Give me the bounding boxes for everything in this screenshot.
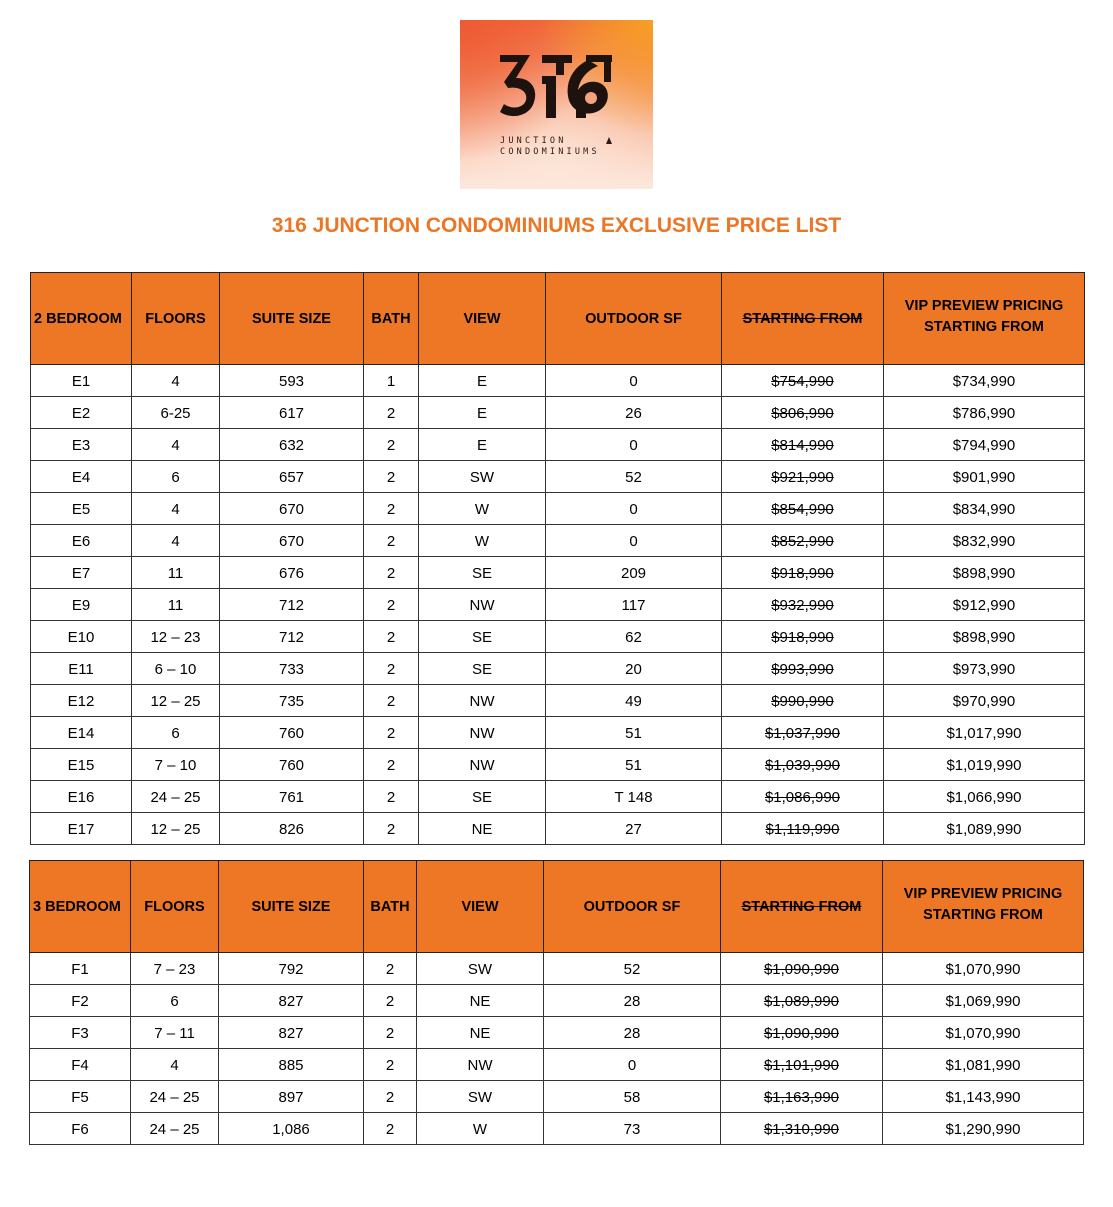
col-header-unit: 3 BEDROOM: [30, 861, 131, 953]
cell-bath: 2: [364, 621, 419, 653]
cell-unit: E15: [31, 749, 132, 781]
cell-view: NE: [419, 813, 546, 845]
logo: [460, 20, 653, 189]
logo-line-junction: JUNCTION: [500, 136, 567, 146]
cell-bath: 1: [364, 365, 419, 397]
cell-view: NW: [419, 749, 546, 781]
cell-floors: 6-25: [132, 397, 220, 429]
cell-floors: 7 – 10: [132, 749, 220, 781]
cell-vip-price: $1,290,990: [883, 1113, 1084, 1145]
cell-floors: 6: [131, 985, 219, 1017]
cell-suite-size: 657: [220, 461, 364, 493]
cell-view: SW: [419, 461, 546, 493]
cell-bath: 2: [364, 985, 417, 1017]
cell-suite-size: 761: [220, 781, 364, 813]
cell-floors: 4: [132, 493, 220, 525]
cell-unit: E10: [31, 621, 132, 653]
table-row: [30, 1049, 1084, 1081]
cell-bath: 2: [364, 685, 419, 717]
three-bedroom-table: [29, 860, 1084, 1145]
cell-view: SE: [419, 557, 546, 589]
cell-outdoor-sf: 209: [546, 557, 722, 589]
logo-wordmark: [500, 136, 600, 158]
cell-vip-price: $1,019,990: [884, 749, 1085, 781]
cell-outdoor-sf: 27: [546, 813, 722, 845]
cell-unit: F4: [30, 1049, 131, 1081]
cell-bath: 2: [364, 397, 419, 429]
cell-unit: E14: [31, 717, 132, 749]
cell-outdoor-sf: T 148: [546, 781, 722, 813]
cell-bath: 2: [364, 813, 419, 845]
cell-floors: 4: [132, 365, 220, 397]
cell-unit: E5: [31, 493, 132, 525]
cell-outdoor-sf: 51: [546, 717, 722, 749]
cell-suite-size: 760: [220, 749, 364, 781]
cell-vip-price: $973,990: [884, 653, 1085, 685]
cell-vip-price: $1,081,990: [883, 1049, 1084, 1081]
cell-view: NW: [419, 717, 546, 749]
col-header-bath: BATH: [364, 273, 419, 365]
cell-vip-price: $901,990: [884, 461, 1085, 493]
cell-unit: E4: [31, 461, 132, 493]
cell-view: NE: [417, 985, 544, 1017]
cell-vip-price: $1,070,990: [883, 953, 1084, 985]
cell-floors: 12 – 23: [132, 621, 220, 653]
table-row: [30, 953, 1084, 985]
table-row: [31, 493, 1085, 525]
cell-vip-price: $1,069,990: [883, 985, 1084, 1017]
cell-bath: 2: [364, 1081, 417, 1113]
cell-vip-price: $912,990: [884, 589, 1085, 621]
cell-outdoor-sf: 28: [544, 985, 721, 1017]
cell-starting-from: $1,089,990: [721, 985, 883, 1017]
cell-view: E: [419, 365, 546, 397]
table-row: [31, 621, 1085, 653]
cell-bath: 2: [364, 749, 419, 781]
table-header-row: [30, 861, 1084, 953]
cell-outdoor-sf: 49: [546, 685, 722, 717]
cell-view: SW: [417, 953, 544, 985]
cell-starting-from: $1,090,990: [721, 1017, 883, 1049]
cell-starting-from: $990,990: [722, 685, 884, 717]
cell-suite-size: 733: [220, 653, 364, 685]
cell-vip-price: $1,089,990: [884, 813, 1085, 845]
cell-starting-from: $754,990: [722, 365, 884, 397]
col-header-starting-from: STARTING FROM: [721, 861, 883, 953]
col-header-floors: FLOORS: [131, 861, 219, 953]
cell-suite-size: 617: [220, 397, 364, 429]
cell-vip-price: $832,990: [884, 525, 1085, 557]
cell-starting-from: $1,039,990: [722, 749, 884, 781]
cell-unit: E6: [31, 525, 132, 557]
cell-bath: 2: [364, 493, 419, 525]
logo-line-condominiums: CONDOMINIUMS: [500, 147, 600, 157]
col-header-suite-size: SUITE SIZE: [220, 273, 364, 365]
table-row: [31, 397, 1085, 429]
cell-floors: 24 – 25: [131, 1113, 219, 1145]
table-row: [30, 1113, 1084, 1145]
cell-outdoor-sf: 62: [546, 621, 722, 653]
col-header-suite-size: SUITE SIZE: [219, 861, 364, 953]
cell-unit: F3: [30, 1017, 131, 1049]
table-header-row: [31, 273, 1085, 365]
cell-bath: 2: [364, 781, 419, 813]
cell-unit: F1: [30, 953, 131, 985]
cell-unit: F2: [30, 985, 131, 1017]
cell-view: SE: [419, 621, 546, 653]
cell-outdoor-sf: 20: [546, 653, 722, 685]
cell-view: NW: [417, 1049, 544, 1081]
cell-starting-from: $1,163,990: [721, 1081, 883, 1113]
cell-floors: 24 – 25: [131, 1081, 219, 1113]
three-bedroom-rows: [30, 953, 1084, 1145]
cell-suite-size: 670: [220, 525, 364, 557]
table-row: [31, 461, 1085, 493]
cell-suite-size: 760: [220, 717, 364, 749]
col-header-outdoor-sf: OUTDOOR SF: [544, 861, 721, 953]
cell-vip-price: $834,990: [884, 493, 1085, 525]
cell-vip-price: $1,066,990: [884, 781, 1085, 813]
cell-suite-size: 712: [220, 589, 364, 621]
cell-floors: 12 – 25: [132, 813, 220, 845]
cell-outdoor-sf: 52: [546, 461, 722, 493]
cell-suite-size: 593: [220, 365, 364, 397]
cell-vip-price: $794,990: [884, 429, 1085, 461]
col-header-view: VIEW: [419, 273, 546, 365]
cell-outdoor-sf: 0: [546, 493, 722, 525]
cell-outdoor-sf: 26: [546, 397, 722, 429]
cell-view: W: [419, 493, 546, 525]
table-row: [31, 813, 1085, 845]
table-row: [31, 653, 1085, 685]
cell-vip-price: $898,990: [884, 621, 1085, 653]
cell-starting-from: $993,990: [722, 653, 884, 685]
cell-bath: 2: [364, 1049, 417, 1081]
cell-view: E: [419, 397, 546, 429]
cell-bath: 2: [364, 557, 419, 589]
cell-outdoor-sf: 51: [546, 749, 722, 781]
cell-suite-size: 826: [220, 813, 364, 845]
cell-suite-size: 897: [219, 1081, 364, 1113]
page-title: 316 JUNCTION CONDOMINIUMS EXCLUSIVE PRICE LIST: [271, 214, 842, 237]
cell-bath: 2: [364, 953, 417, 985]
cell-floors: 6: [132, 717, 220, 749]
cell-floors: 11: [132, 589, 220, 621]
cell-suite-size: 885: [219, 1049, 364, 1081]
table-row: [31, 429, 1085, 461]
cell-floors: 7 – 23: [131, 953, 219, 985]
cell-vip-price: $898,990: [884, 557, 1085, 589]
cell-unit: E17: [31, 813, 132, 845]
cell-suite-size: 670: [220, 493, 364, 525]
cell-starting-from: $921,990: [722, 461, 884, 493]
cell-unit: E16: [31, 781, 132, 813]
cell-bath: 2: [364, 1113, 417, 1145]
cell-vip-price: $734,990: [884, 365, 1085, 397]
cell-outdoor-sf: 117: [546, 589, 722, 621]
cell-starting-from: $1,037,990: [722, 717, 884, 749]
cell-vip-price: $1,070,990: [883, 1017, 1084, 1049]
cell-bath: 2: [364, 589, 419, 621]
col-header-floors: FLOORS: [132, 273, 220, 365]
cell-outdoor-sf: 58: [544, 1081, 721, 1113]
cell-bath: 2: [364, 525, 419, 557]
cell-view: E: [419, 429, 546, 461]
cell-floors: 12 – 25: [132, 685, 220, 717]
cell-suite-size: 735: [220, 685, 364, 717]
cell-view: W: [419, 525, 546, 557]
cell-starting-from: $918,990: [722, 557, 884, 589]
cell-unit: E9: [31, 589, 132, 621]
cell-floors: 4: [132, 525, 220, 557]
cell-starting-from: $852,990: [722, 525, 884, 557]
table-row: [30, 985, 1084, 1017]
cell-bath: 2: [364, 429, 419, 461]
cell-starting-from: $1,119,990: [722, 813, 884, 845]
table-row: [31, 717, 1085, 749]
cell-starting-from: $854,990: [722, 493, 884, 525]
cell-vip-price: $786,990: [884, 397, 1085, 429]
col-header-starting-from: STARTING FROM: [722, 273, 884, 365]
cell-outdoor-sf: 0: [544, 1049, 721, 1081]
triangle-icon: [606, 137, 612, 144]
cell-suite-size: 827: [219, 985, 364, 1017]
col-header-unit: 2 BEDROOM: [31, 273, 132, 365]
cell-vip-price: $970,990: [884, 685, 1085, 717]
table-row: [31, 685, 1085, 717]
cell-view: W: [417, 1113, 544, 1145]
cell-starting-from: $918,990: [722, 621, 884, 653]
table-row: [31, 557, 1085, 589]
cell-outdoor-sf: 0: [546, 365, 722, 397]
cell-floors: 6 – 10: [132, 653, 220, 685]
cell-vip-price: $1,017,990: [884, 717, 1085, 749]
cell-view: SW: [417, 1081, 544, 1113]
cell-outdoor-sf: 28: [544, 1017, 721, 1049]
cell-view: NE: [417, 1017, 544, 1049]
col-header-outdoor-sf: OUTDOOR SF: [546, 273, 722, 365]
cell-bath: 2: [364, 1017, 417, 1049]
cell-bath: 2: [364, 653, 419, 685]
cell-unit: E12: [31, 685, 132, 717]
cell-suite-size: 1,086: [219, 1113, 364, 1145]
col-header-bath: BATH: [364, 861, 417, 953]
cell-bath: 2: [364, 461, 419, 493]
table-row: [31, 365, 1085, 397]
cell-outdoor-sf: 73: [544, 1113, 721, 1145]
cell-floors: 7 – 11: [131, 1017, 219, 1049]
cell-outdoor-sf: 0: [546, 525, 722, 557]
cell-starting-from: $1,086,990: [722, 781, 884, 813]
cell-unit: E7: [31, 557, 132, 589]
cell-unit: F5: [30, 1081, 131, 1113]
cell-vip-price: $1,143,990: [883, 1081, 1084, 1113]
col-header-vip-pricing: VIP PREVIEW PRICING STARTING FROM: [883, 861, 1084, 953]
table-row: [31, 749, 1085, 781]
col-header-vip-pricing: VIP PREVIEW PRICING STARTING FROM: [884, 273, 1085, 365]
cell-unit: E11: [31, 653, 132, 685]
cell-floors: 6: [132, 461, 220, 493]
two-bedroom-rows: [31, 365, 1085, 845]
cell-suite-size: 632: [220, 429, 364, 461]
cell-unit: E2: [31, 397, 132, 429]
cell-view: NW: [419, 685, 546, 717]
cell-suite-size: 827: [219, 1017, 364, 1049]
table-row: [31, 781, 1085, 813]
cell-floors: 11: [132, 557, 220, 589]
cell-suite-size: 712: [220, 621, 364, 653]
cell-starting-from: $932,990: [722, 589, 884, 621]
cell-unit: E3: [31, 429, 132, 461]
cell-floors: 4: [131, 1049, 219, 1081]
table-row: [31, 525, 1085, 557]
cell-view: SE: [419, 781, 546, 813]
two-bedroom-table: [30, 272, 1085, 845]
table-row: [30, 1017, 1084, 1049]
cell-unit: F6: [30, 1113, 131, 1145]
table-row: [31, 589, 1085, 621]
cell-starting-from: $1,310,990: [721, 1113, 883, 1145]
cell-suite-size: 792: [219, 953, 364, 985]
cell-outdoor-sf: 0: [546, 429, 722, 461]
cell-starting-from: $806,990: [722, 397, 884, 429]
cell-starting-from: $1,090,990: [721, 953, 883, 985]
table-row: [30, 1081, 1084, 1113]
cell-bath: 2: [364, 717, 419, 749]
cell-floors: 24 – 25: [132, 781, 220, 813]
cell-view: SE: [419, 653, 546, 685]
cell-outdoor-sf: 52: [544, 953, 721, 985]
col-header-view: VIEW: [417, 861, 544, 953]
cell-starting-from: $1,101,990: [721, 1049, 883, 1081]
cell-view: NW: [419, 589, 546, 621]
logo-mark: [460, 20, 653, 189]
cell-starting-from: $814,990: [722, 429, 884, 461]
cell-unit: E1: [31, 365, 132, 397]
cell-suite-size: 676: [220, 557, 364, 589]
cell-floors: 4: [132, 429, 220, 461]
